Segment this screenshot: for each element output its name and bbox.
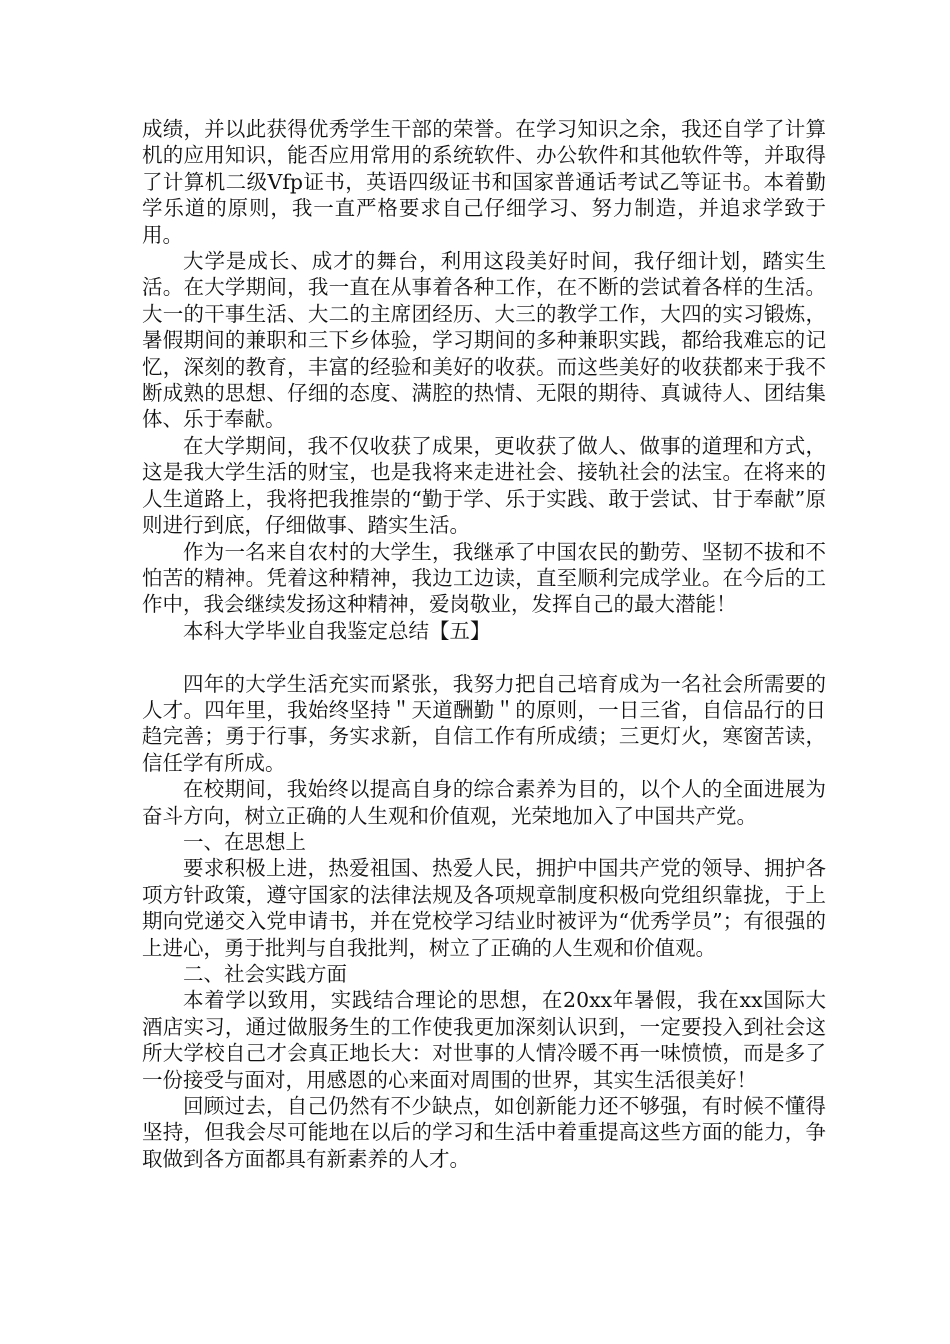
paragraph-four-years: 四年的大学生活充实而紧张，我努力把自己培育成为一名社会所需要的人才。四年里，我始终坚持＂天道酬勤＂的原则，一日三省，自信品行的日趋完善；勇于行事，务实求新，自信工作有所成绩；三更灯火，寒窗苦读，信任学有所成。 (142, 671, 826, 775)
blank-line (142, 644, 826, 670)
section-heading-five: 本科大学毕业自我鉴定总结【五】 (183, 618, 491, 643)
paragraph-reflection: 回顾过去，自己仍然有不少缺点，如创新能力还不够强，有时候不懂得坚持，但我会尽可能地在以后的学习和生活中着重提高这些方面的能力，争取做到各方面都具有新素养的人才。 (142, 1094, 826, 1171)
paragraph-rural-student: 作为一名来自农村的大学生，我继承了中国农民的勤劳、坚韧不拔和不怕苦的精神。凭着这种精神，我边工边读，直至顺利完成学业。在今后的工作中，我会继续发扬这种精神，爱岗敬业，发挥自己的最大潜能！ (142, 539, 826, 617)
paragraph-gains: 在大学期间，我不仅收获了成果，更收获了做人、做事的道理和方式，这是我大学生活的财宝，也是我将来走进社会、接轨社会的法宝。在将来的人生道路上，我将把我推崇的“勤于学、乐于实践、敢于尝试、甘于奉献”原则进行到底，仔细做事、踏实生活。 (142, 433, 826, 538)
subheading-social-practice: 二、社会实践方面 (183, 961, 347, 986)
paragraph-ideology: 要求积极上进，热爱祖国、热爱人民，拥护中国共产党的领导、拥护各项方针政策，遵守国家的法律法规及各项规章制度积极向党组织靠拢，于上期向党递交入党申请书，并在党校学习结业时被评为“优秀学员”；有很强的上进心，勇于批判与自我批判，树立了正确的人生观和价值观。 (142, 856, 826, 960)
paragraph-social-practice: 本着学以致用，实践结合理论的思想，在20xx年暑假，我在xx国际大酒店实习，通过做服务生的工作使我更加深刻认识到，一定要投入到社会这所大学校自己才会真正地长大：对世事的人情冷暖不再一味愤愤，而是多了一份接受与面对，用感恩的心来面对周围的世界，其实生活很美好！ (142, 988, 826, 1092)
document-body (142, 116, 826, 1172)
subheading-ideology: 一、在思想上 (183, 829, 306, 854)
paragraph-achievements: 成绩，并以此获得优秀学生干部的荣誉。在学习知识之余，我还自学了计算机的应用知识，能否应用常用的系统软件、办公软件和其他软件等，并取得了计算机二级Vfp证书，英语四级证书和国家普通话考试乙等证书。本着勤学乐道的原则，我一直严格要求自己仔细学习、努力制造，并追求学致于用。 (142, 117, 826, 247)
paragraph-university-life: 大学是成长、成才的舞台，利用这段美好时间，我仔细计划，踏实生活。在大学期间，我一直在从事着各种工作，在不断的尝试着各样的生活。大一的干事生活、大二的主席团经历、大三的教学工作，大四的实习锻炼，暑假期间的兼职和三下乡体验，学习期间的多种兼职实践，都给我难忘的记忆，深刻的教育，丰富的经验和美好的收获。而这些美好的收获都来于我不断成熟的思想、仔细的态度、满腔的热情、无限的期待、真诚待人、团结集体、乐于奉献。 (142, 249, 826, 432)
paragraph-party-membership: 在校期间，我始终以提高自身的综合素养为目的，以个人的全面进展为奋斗方向，树立正确的人生观和价值观，光荣地加入了中国共产党。 (142, 777, 826, 828)
